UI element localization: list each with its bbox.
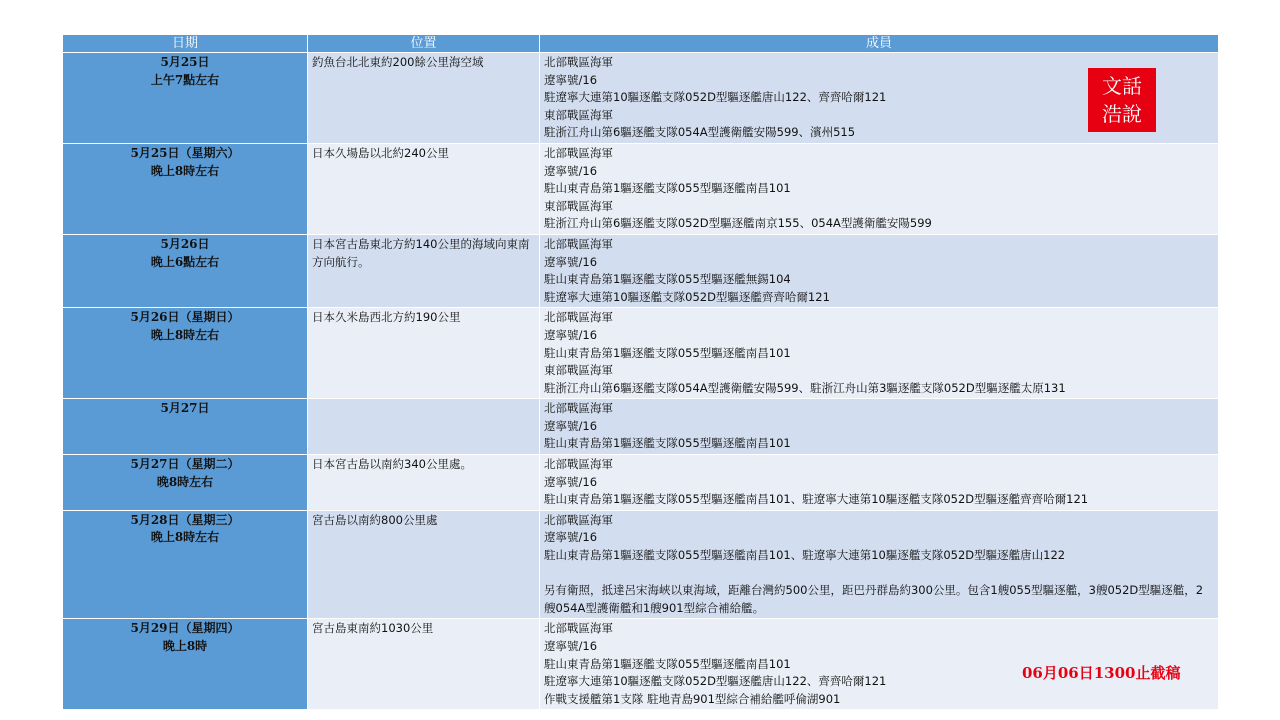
member-line: 駐山東青島第1驅逐艦支隊055型驅逐艦南昌101 — [544, 345, 791, 360]
deadline-note: 06月06日1300止截稿 — [1022, 664, 1181, 682]
row-location: 宮古島以南約800公里處 — [308, 510, 540, 619]
stamp-line-2: 浩說 — [1102, 102, 1142, 126]
row-date: 5月25日 上午7點左右 — [63, 53, 308, 144]
member-line: 遼寧號/16 — [544, 163, 598, 178]
member-line — [544, 565, 1214, 583]
member-line: 北部戰區海軍 — [544, 145, 613, 160]
row-date: 5月26日（星期日） 晚上8時左右 — [63, 308, 308, 399]
row-members — [540, 143, 1219, 234]
table-row — [63, 308, 1219, 399]
member-line: 北部戰區海軍 — [544, 310, 613, 325]
member-line: 駐遼寧大連第10驅逐艦支隊052D型驅逐艦唐山122、齊齊哈爾121 — [544, 674, 887, 689]
row-date: 5月29日（星期四） 晚上8時 — [63, 619, 308, 710]
row-location: 釣魚台北北東約200餘公里海空域 — [308, 53, 540, 144]
member-line: 遼寧號/16 — [544, 327, 598, 342]
member-line: 作戰支援艦第1支隊 駐地青島901型綜合補給艦呼倫湖901 — [544, 691, 841, 706]
member-line: 駐遼寧大連第10驅逐艦支隊052D型驅逐艦齊齊哈爾121 — [544, 289, 830, 304]
member-line: 東部戰區海軍 — [544, 363, 613, 378]
vessel-table — [62, 34, 1219, 710]
member-line: 駐遼寧大連第10驅逐艦支隊052D型驅逐艦唐山122、齊齊哈爾121 — [544, 90, 887, 105]
stamp-line-1: 文話 — [1102, 74, 1142, 98]
member-line: 北部戰區海軍 — [544, 621, 613, 636]
member-line: 北部戰區海軍 — [544, 55, 613, 69]
member-line: 駐山東青島第1驅逐艦支隊055型驅逐艦南昌101、駐遼寧大連第10驅逐艦支隊052D型驅逐艦唐山122 — [544, 548, 1066, 563]
member-line: 遼寧號/16 — [544, 72, 598, 87]
row-date: 5月25日（星期六） 晚上8時左右 — [63, 143, 308, 234]
member-line: 駐山東青島第1驅逐艦支隊055型驅逐艦南昌101 — [544, 656, 791, 671]
header-location: 位置 — [308, 35, 540, 53]
member-line: 東部戰區海軍 — [544, 107, 613, 122]
row-location: 日本久米島西北方約190公里 — [308, 308, 540, 399]
table-row — [63, 455, 1219, 511]
member-line: 駐山東青島第1驅逐艦支隊055型驅逐艦南昌101 — [544, 436, 791, 451]
row-members — [540, 455, 1219, 511]
member-line: 北部戰區海軍 — [544, 236, 613, 251]
row-members — [540, 510, 1219, 619]
table-row — [63, 53, 1219, 144]
member-line: 駐山東青島第1驅逐艦支隊055型驅逐艦南昌101、駐遼寧大連第10驅逐艦支隊052D型驅逐艦齊齊哈爾121 — [544, 492, 1089, 507]
row-date: 5月26日 晚上6點左右 — [63, 234, 308, 307]
row-date: 5月28日（星期三） 晚上8時左右 — [63, 510, 308, 619]
row-location: 日本宮古島東北方約140公里的海域向東南方向航行。 — [308, 234, 540, 307]
member-line: 北部戰區海軍 — [544, 457, 613, 472]
member-line: 遼寧號/16 — [544, 418, 598, 433]
header-members: 成員 — [540, 35, 1219, 53]
member-line: 駐山東青島第1驅逐艦支隊055型驅逐艦南昌101 — [544, 181, 791, 196]
member-line: 駐浙江舟山第6驅逐艦支隊054A型護衛艦安陽599、駐浙江舟山第3驅逐艦支隊052D型驅逐艦太原131 — [544, 380, 1066, 395]
member-line: 遼寧號/16 — [544, 254, 598, 269]
table-row — [63, 143, 1219, 234]
member-line: 駐山東青島第1驅逐艦支隊055型驅逐艦無錫104 — [544, 272, 791, 287]
member-line: 駐浙江舟山第6驅逐艦支隊052D型驅逐艦南京155、054A型護衛艦安陽599 — [544, 216, 932, 231]
member-line: 北部戰區海軍 — [544, 512, 613, 527]
row-members — [540, 308, 1219, 399]
row-members — [540, 399, 1219, 455]
table-row — [63, 399, 1219, 455]
table-row — [63, 510, 1219, 619]
member-line: 遼寧號/16 — [544, 530, 598, 545]
member-line: 遼寧號/16 — [544, 639, 598, 653]
member-line: 東部戰區海軍 — [544, 198, 613, 213]
member-line: 另有衛照，抵達呂宋海峽以東海域，距離台灣約500公里，距巴丹群島約300公里。包含1艘055型驅逐艦，3艘052D型驅逐艦，2艘054A型護衛艦和1艘901型綜合補給艦。 — [544, 583, 1204, 615]
header-row — [63, 35, 1219, 53]
header-date: 日期 — [63, 35, 308, 53]
row-date: 5月27日 — [63, 399, 308, 455]
member-line: 北部戰區海軍 — [544, 401, 613, 416]
row-location: 宮古島東南約1030公里 — [308, 619, 540, 710]
row-members — [540, 234, 1219, 307]
table-row — [63, 234, 1219, 307]
wenhua-haoshuo-stamp — [1088, 68, 1156, 132]
row-location: 日本久場島以北約240公里 — [308, 143, 540, 234]
row-location: 日本宮古島以南約340公里處。 — [308, 455, 540, 511]
row-location — [308, 399, 540, 455]
member-line: 遼寧號/16 — [544, 474, 598, 489]
member-line: 駐浙江舟山第6驅逐艦支隊054A型護衛艦安陽599、濱州515 — [544, 125, 856, 140]
row-date: 5月27日（星期二） 晚8時左右 — [63, 455, 308, 511]
